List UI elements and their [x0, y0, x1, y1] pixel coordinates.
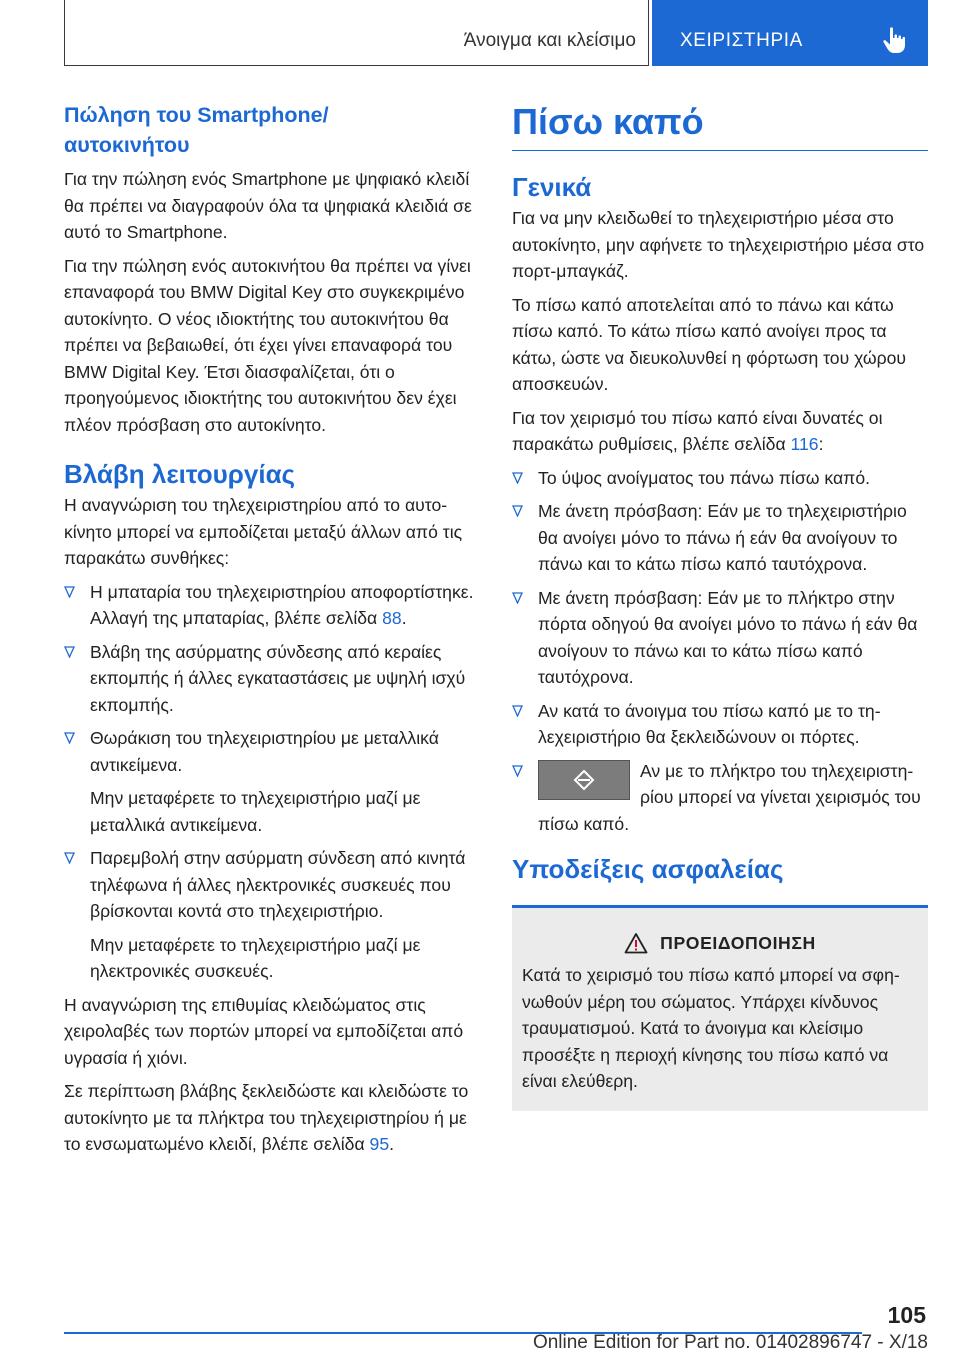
paragraph: Η αναγνώριση του τηλεχειριστηρίου από το αυτοκίνητο μπορεί να εμποδίζεται μεταξύ άλλων από τις παρακάτω συνθήκες: — [64, 495, 463, 568]
list-text: Η μπαταρία του τηλεχειριστηρίου αποφορτίστηκε. Αλλαγή της μπαταρίας, βλέπε σελίδα — [90, 581, 474, 628]
paragraph — [64, 1078, 480, 1158]
tailgate-button-icon — [538, 760, 630, 800]
list-item — [512, 585, 928, 691]
section-tab — [64, 0, 649, 66]
list-item — [512, 498, 928, 578]
list-text: Αν κατά το άνοιγμα του πίσω καπό με το τηλεχειριστήριο θα ξεκλειδώνουν οι πόρτες. — [538, 700, 881, 747]
list-text: Βλάβη της ασύρματης σύνδεσης από κεραίες εκπομπής ή άλλες εγκαταστάσεις με υψηλή ισχύ εκπομπής. — [90, 641, 466, 715]
paragraph-text: Σε περίπτωση βλάβης ξεκλειδώστε και κλειδώστε το αυτοκίνητο με τα πλήκτρα του τηλεχειριστηρίου ή με το ενσωματωμένο κλειδί, βλέπε σελίδα — [64, 1081, 469, 1154]
footer-edition: Online Edition for Part no. 01402896747 - X/18 — [532, 1332, 928, 1353]
section-title: Άνοιγμα και κλείσιμο — [463, 30, 636, 51]
left-column — [64, 100, 480, 1165]
warning-box — [512, 905, 928, 1111]
list-item — [512, 758, 928, 838]
sale-heading — [64, 100, 480, 160]
page-number: 105 — [887, 1302, 926, 1328]
chapter-title: ΧΕΙΡΙΣΤΗΡΙΑ — [680, 30, 803, 51]
bullet-triangle-icon — [64, 732, 75, 744]
bullet-triangle-icon — [64, 586, 75, 598]
bullet-triangle-icon — [64, 646, 75, 658]
warning-triangle-icon — [624, 932, 648, 954]
bullet-triangle-icon — [512, 705, 523, 717]
paragraph: Για την πώληση ενός αυτοκινήτου θα πρέπει να γίνει επαναφορά του BMW Digital Key στο συγκεκριμένο αυτοκίνητο. Ο νέος ιδιοκτήτης του αυτοκινήτου θα πρέπει να βεβαιωθεί, ότι έχει γίνει επαναφορά του BMW Digital Key. Έτσι διασφαλίζεται, ότι ο προηγούμενος ιδιοκτήτης του αυτοκινήτου δεν έχει πλέον πρόσβαση στο αυτοκίνητο. — [64, 255, 471, 435]
punct: . — [389, 1134, 394, 1154]
safety-heading: Υποδείξεις ασφαλείας — [512, 854, 784, 884]
bullet-triangle-icon — [512, 592, 523, 604]
punct: : — [818, 434, 824, 454]
sale-heading-line2: αυτοκινήτου — [64, 133, 190, 157]
page-link[interactable]: 88 — [382, 608, 402, 628]
sale-heading-line1: Πώληση του Smartphone/ — [64, 103, 329, 127]
fault-list — [64, 579, 480, 985]
right-column — [512, 100, 928, 1111]
fault-heading: Βλάβη λειτουργίας — [64, 459, 296, 489]
list-text: Το ύψος ανοίγματος του πάνω πίσω καπό. — [538, 467, 870, 488]
paragraph: Το πίσω καπό αποτελείται από το πάνω και κάτω πίσω καπό. Το κάτω πίσω καπό ανοίγει προς τα κάτω, ώστε να διευκολυνθεί η φόρτωση του χώρου αποσκευών. — [512, 294, 907, 394]
list-item — [64, 845, 480, 985]
bullet-triangle-icon — [512, 765, 523, 777]
page-header — [64, 0, 928, 66]
paragraph — [512, 405, 928, 458]
punct: . — [401, 608, 407, 628]
list-item — [512, 698, 928, 751]
page-link[interactable]: 95 — [369, 1134, 390, 1154]
page-title: Πίσω καπό — [512, 100, 928, 151]
warning-header — [522, 932, 918, 954]
list-item — [64, 639, 480, 719]
diamond-symbol-icon — [573, 769, 595, 791]
list-text: Αν με το πλήκτρο του τηλεχειριστηρίου μπορεί να γίνεται χειρισμός του πίσω καπό. — [538, 760, 921, 834]
chapter-tab — [652, 0, 928, 66]
bullet-triangle-icon — [512, 472, 523, 484]
list-text: Με άνετη πρόσβαση: Εάν με το τηλεχειριστήριο θα ανοίγει μόνο το πάνω ή εάν θα ανοίγουν το πάνω και το κάτω πίσω καπό ταυτόχρονα. — [538, 501, 907, 574]
paragraph: Η αναγνώριση της επιθυμίας κλειδώματος στις χειρολαβές των πορτών μπορεί να εμποδίζεται από υγρασία ή χιόνι. — [64, 994, 464, 1068]
bullet-triangle-icon — [512, 505, 523, 517]
hand-pointer-icon — [882, 26, 908, 54]
page-link[interactable]: 116 — [790, 434, 819, 454]
list-text: Θωράκιση του τηλεχειριστηρίου με μεταλλικά αντικείμενα. — [90, 728, 439, 775]
bullet-triangle-icon — [64, 852, 75, 864]
warning-text: Κατά το χειρισμό του πίσω καπό μπορεί να σφηνωθούν μέρη του σώματος. Υπάρχει κίνδυνος τραυματισμού. Κατά το άνοιγμα και κλείσιμο προσέξτε η περιοχή κίνησης του πίσω καπό να είναι ελεύθερη. — [522, 965, 900, 1091]
paragraph: Για να μην κλειδωθεί το τηλεχειριστήριο μέσα στο αυτοκίνητο, μην αφήνετε το τηλεχειριστήριο μέσα στο πορτ-μπαγκάζ. — [512, 208, 925, 281]
list-subtext: Μην μεταφέρετε το τηλεχειριστήριο μαζί με ηλεκτρονικές συσκευές. — [90, 934, 421, 981]
settings-list — [512, 465, 928, 838]
list-text: Παρεμβολή στην ασύρματη σύνδεση από κινητά τηλέφωνα ή άλλες ηλεκτρονικές συσκευές που βρίσκονται κοντά στο τηλεχειριστήριο. — [90, 848, 466, 921]
list-item — [64, 725, 480, 838]
general-heading: Γενικά — [512, 172, 592, 202]
warning-title: ΠΡΟΕΙΔΟΠΟΙΗΣΗ — [660, 932, 816, 953]
list-subtext: Μην μεταφέρετε το τηλεχειριστήριο μαζί με μεταλλικά αντικείμενα. — [90, 788, 421, 835]
paragraph: Για την πώληση ενός Smartphone με ψηφιακό κλειδί θα πρέπει να διαγραφούν όλα τα ψηφιακά κλειδιά σε αυτό το Smartphone. — [64, 169, 472, 242]
list-item — [64, 579, 480, 632]
list-item — [512, 465, 928, 492]
paragraph-text: Για τον χειρισμό του πίσω καπό είναι δυνατές οι παρακάτω ρυθμίσεις, βλέπε σελίδα — [512, 407, 883, 454]
list-text: Με άνετη πρόσβαση: Εάν με το πλήκτρο στην πόρτα οδηγού θα ανοίγει μόνο το πάνω ή εάν θα ανοίγουν το πάνω και το κάτω πίσω καπό ταυτόχρονα. — [538, 587, 918, 687]
